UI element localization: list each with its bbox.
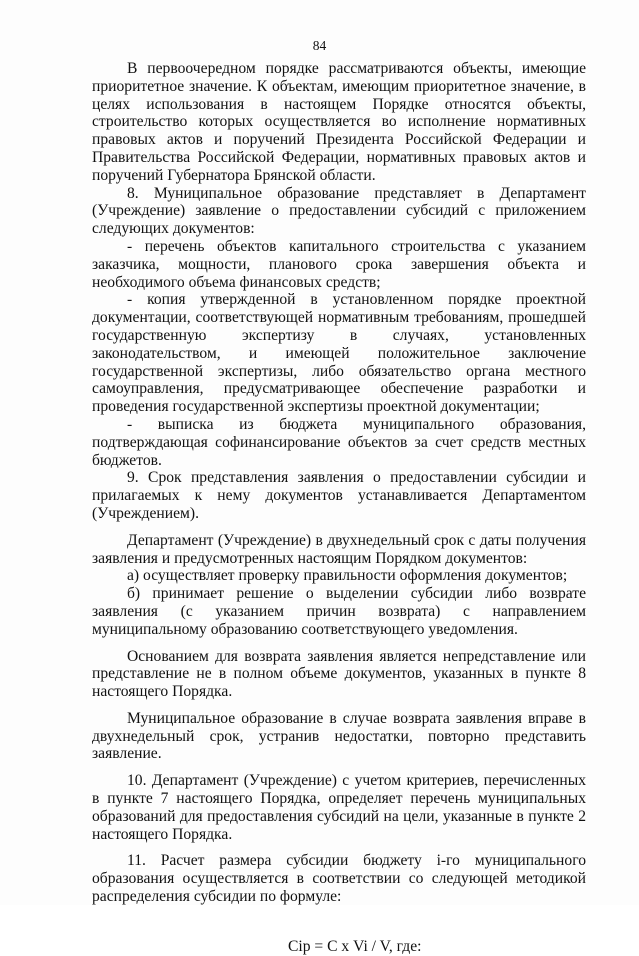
list-item-b: б) принимает решение о выделении субсидии либо возврате заявления (с указанием причин возврата) с направлением муниципальному образованию соответствующего уведомления.	[92, 585, 586, 638]
paragraph-return-grounds: Основанием для возврата заявления является непредставление или представление не в полном объеме документов, указанных в пункте 8 настоящего Порядка.	[92, 647, 586, 701]
list-item-a: а) осуществляет проверку правильности оформления документов;	[127, 567, 568, 585]
paragraph-resubmission: Муниципальное образование в случае возврата заявления вправе в двухнедельный срок, устранив недостатки, повторно представить заявление.	[92, 709, 586, 763]
subsidy-formula: Ciр = С х Vi / V, где:	[288, 937, 422, 955]
paragraph-department-review: Департамент (Учреждение) в двухнедельный срок с даты получения заявления и предусмотренных настоящим Порядком документов:	[92, 531, 586, 567]
list-item-budget-extract: - выписка из бюджета муниципального образования, подтверждающая софинансирование объектов за счет средств местных бюджетов.	[92, 415, 586, 469]
page-number: 84	[312, 38, 327, 53]
list-item-project-documentation: - копия утвержденной в установленном порядке проектной документации, соответствующей нормативным требованиям, прошедшей государственную экспертизу в случаях, установленных законодательством, и имеющей положительное заключение государственной экспертизы, либо обязательство органа местного самоуправления, предусматривающее обеспечение разработки и проведения государственной экспертизы проектной документации;	[92, 291, 586, 416]
document-body	[92, 60, 586, 956]
paragraph-item-11: 11. Расчет размера субсидии бюджету i-го муниципального образования осуществляется в соответствии со следующей методикой распределения субсидии по формуле:	[92, 852, 586, 906]
paragraph-item-10: 10. Департамент (Учреждение) с учетом критериев, перечисленных в пункте 7 настоящего Порядка, определяет перечень муниципальных образований для предоставления субсидий на цели, указанные в пункте 2 настоящего Порядка.	[92, 772, 586, 843]
paragraph-item-8: 8. Муниципальное образование представляет в Департамент (Учреждение) заявление о предоставлении субсидий с приложением следующих документов:	[92, 184, 586, 238]
list-item-objects-list: - перечень объектов капитального строительства с указанием заказчика, мощности, планового срока завершения объекта и необходимого объема финансовых средств;	[92, 237, 586, 291]
paragraph-priority-objects: В первоочередном порядке рассматриваются объекты, имеющие приоритетное значение. К объектам, имеющим приоритетное значение, в целях использования в настоящем Порядке относятся объекты, строительство которых осуществляется во исполнение нормативных правовых актов и поручений Президента Российской Федерации и Правительства Российской Федерации, нормативных правовых актов и поручений Губернатора Брянской области.	[92, 60, 586, 184]
paragraph-item-9: 9. Срок представления заявления о предоставлении субсидии и прилагаемых к нему документов устанавливается Департаментом (Учреждением).	[92, 469, 586, 522]
